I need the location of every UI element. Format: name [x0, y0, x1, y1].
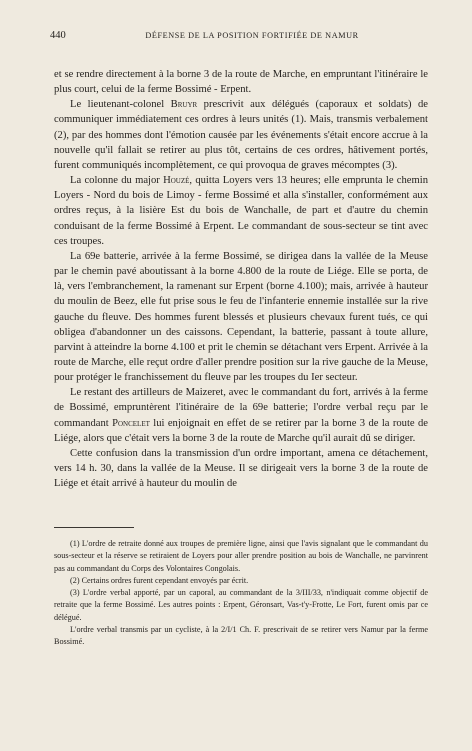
- paragraph-3: [54, 173, 428, 249]
- paragraph-5-rest: lui enjoignait en effet de se retirer par la borne 3 de la route de Liége, alors que c'était vers la borne 3 de la route de Marche qu'il aurait dû se diriger.: [54, 417, 429, 444]
- paragraph-1: et se rendre directement à la borne 3 de la route de Marche, en empruntant l'itinéraire le plus court, celui de la ferme Bossimé - Erpent.: [54, 69, 428, 96]
- paragraph-2-rest: prescrivit aux délégués (caporaux et soldats) de communiquer immédiatement ces ordres à leurs unités (1). Mais, transmis verbalement (2), par des hommes dont l'émotion causée par les événements s'était encore accrue à la nouvelle qu'il fallait se retirer au plus tôt, certains de ces ordres, hâtivement portés, furent communiqués incomplètement, ce qui provoqua de graves mécomptes (3).: [54, 99, 428, 171]
- paragraph-3-rest: , quitta Loyers vers 13 heures; elle emprunta le chemin Loyers - Nord du bois de Limoy - ferme Bossimé et alla s'installer, conformément aux ordres reçus, à la lisière Est du bois de Wanchalle, de part et d'autre du chemin conduisant de la ferme Bossimé à Erpent. Le commandant de sous-secteur se tint avec ces troupes.: [54, 175, 428, 247]
- page-header: [50, 30, 428, 44]
- person-name-bruyr: Bruyr: [170, 99, 198, 111]
- paragraph-2: [54, 97, 428, 173]
- page-number: 440: [50, 30, 66, 41]
- footnote-4: L'ordre verbal transmis par un cycliste, à la 2/I/1 Ch. F. prescrivait de se retirer vers Namur par la ferme Bossimé.: [54, 625, 428, 647]
- footnote-divider: [54, 527, 134, 528]
- paragraph-4: La 69e batterie, arrivée à la ferme Bossimé, se dirigea dans la vallée de la Meuse par le chemin pavé aboutissant à la borne 4.800 de la route de Liége. Elle se porta, de là, vers l'embranchement, la ramenant sur Erpent (borne 4.100); mais, arrivée à hauteur du moulin de Beez, elle fut prise sous le feu de l'infanterie ennemie installée sur la rive gauche du fleuve. Des hommes furent blessés et plusieurs chevaux furent tués, ce qui obligea d'abandonner un des caissons. Cependant, la batterie, passant à toute allure, parvint à atteindre la borne 4.100 et prit le chemin se détachant vers Erpent. Arrivée à la route de Marche, elle reçut ordre d'aller prendre position sur la rive gauche de la Meuse, pour protéger le franchissement du fleuve par les troupes du Ier secteur.: [54, 250, 428, 384]
- paragraph-5: [54, 385, 428, 446]
- paragraph-3-lead: La colonne du major: [70, 175, 164, 187]
- person-name-houze: Houzé: [163, 175, 190, 187]
- footnote-3: (3) L'ordre verbal apporté, par un caporal, au commandant de la 3/III/33, n'indiquait comme objectif de retraite que la ferme Bossimé. Les autres points : Erpent, Géronsart, Vas-t'y-Frotte, Le Fort, furent omis par ce délégué.: [54, 588, 428, 622]
- footnote-2: (2) Certains ordres furent cependant envoyés par écrit.: [70, 575, 249, 585]
- paragraph-2-lead: Le lieutenant-colonel: [70, 99, 171, 111]
- body-text: [54, 67, 428, 491]
- person-name-poncelet: Poncelet: [112, 417, 150, 429]
- paragraph-6: Cette confusion dans la transmission d'un ordre important, amena ce détachement, vers 14 h. 30, dans la vallée de la Meuse. Il se dirigeait vers la borne 3 de la route de Liége et était arrivé à hauteur du moulin de: [54, 447, 428, 490]
- running-head: DÉFENSE DE LA POSITION FORTIFIÉE DE NAMUR: [145, 31, 359, 40]
- paragraph-5-lead: Le restant des artilleurs de Maizeret, avec le commandant du fort, arrivés à la ferme de Bossimé, empruntèrent l'itinéraire de la 69e batterie; l'ordre verbal reçu par le commandant: [54, 387, 428, 429]
- footnotes: [54, 538, 428, 649]
- footnote-1: (1) L'ordre de retraite donné aux troupes de première ligne, ainsi que l'avis signalant que le commandant du sous-secteur et la réserve se retiraient de Loyers pour aller prendre position au bois de Wanchalle, ne parvinrent pas au commandant du Corps des Volontaires Congolais.: [54, 539, 428, 573]
